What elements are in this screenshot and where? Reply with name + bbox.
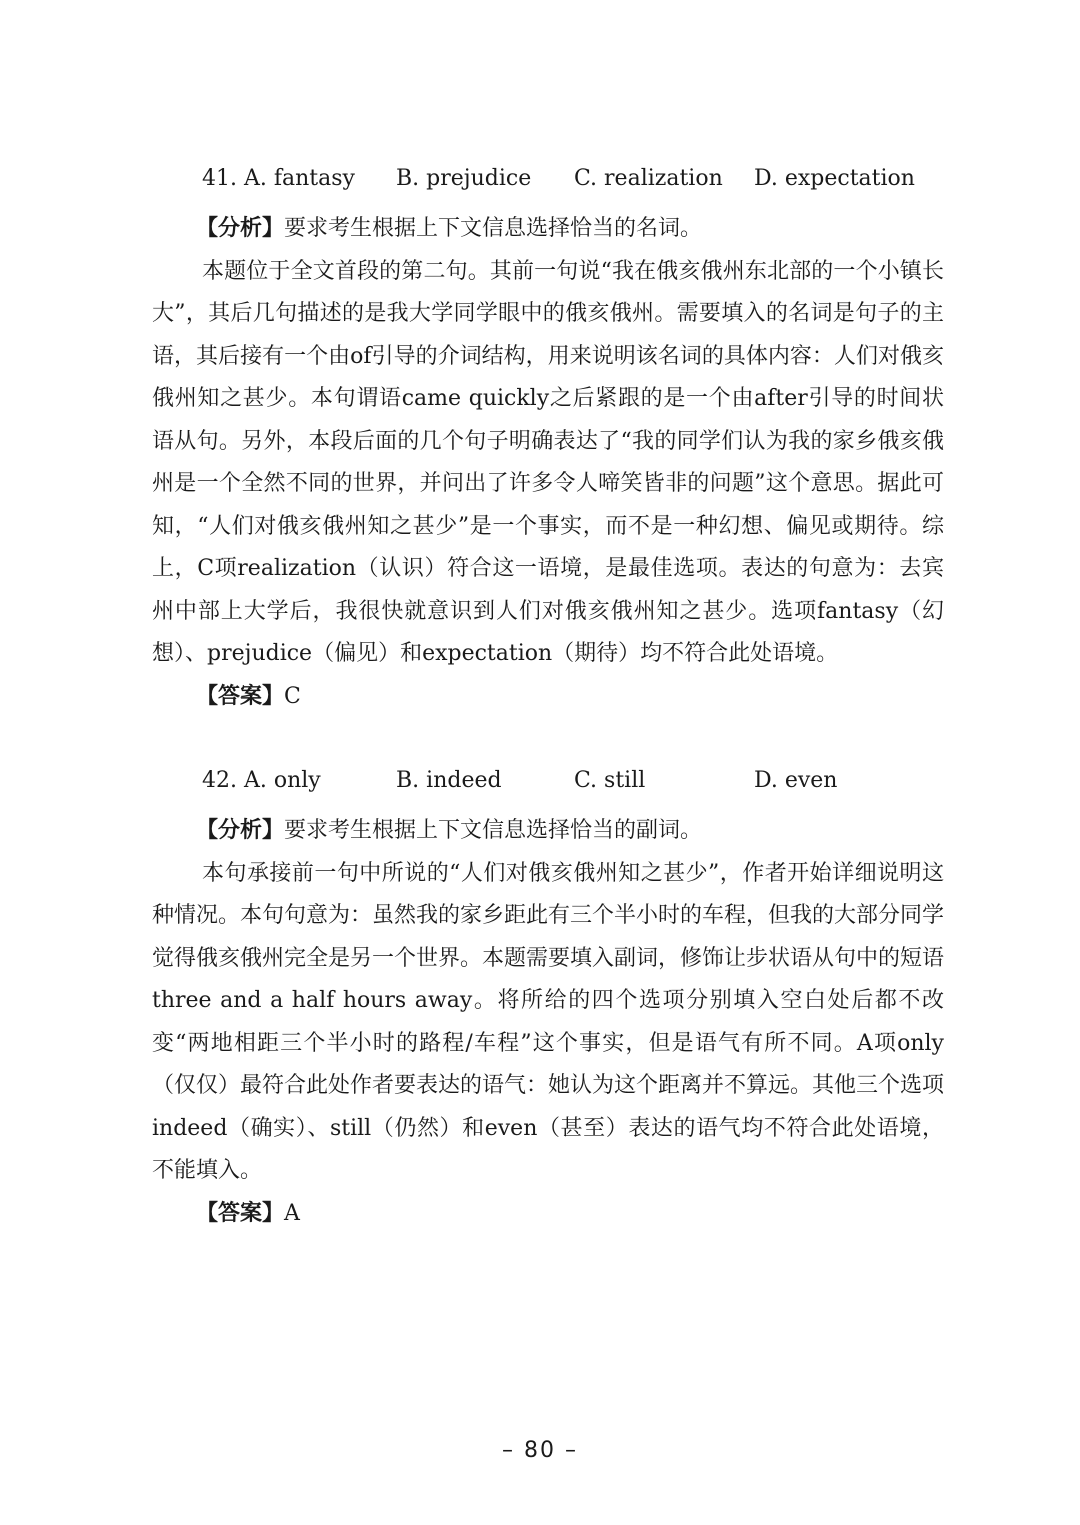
q41-option-d: D. expectation — [754, 166, 915, 191]
q41-option-a: 41. A. fantasy — [202, 166, 355, 191]
q41-analysis-label: 【分析】 — [196, 216, 285, 241]
q41-analysis-text: 要求考生根据上下文信息选择恰当的名词。 — [284, 216, 703, 241]
q42-analysis — [152, 810, 944, 853]
q42-option-c: C. still — [574, 768, 646, 793]
q42-option-d: D. even — [754, 768, 838, 793]
q42-option-a: 42. A. only — [202, 768, 321, 793]
q42-answer — [152, 1193, 944, 1236]
q42-options — [152, 768, 944, 810]
q41-option-c: C. realization — [574, 166, 723, 191]
page-number: – 80 – — [502, 1438, 578, 1463]
q41-option-b: B. prejudice — [396, 166, 532, 191]
q42-analysis-label: 【分析】 — [196, 818, 285, 843]
q42-option-b: B. indeed — [396, 768, 502, 793]
q42-answer-value: A — [284, 1200, 300, 1226]
q41-answer-value: C — [284, 683, 301, 709]
q41-options — [152, 166, 944, 208]
q42-answer-label: 【答案】 — [196, 1200, 285, 1226]
q41-answer-label: 【答案】 — [196, 683, 285, 709]
question-gap — [152, 718, 944, 768]
q41-explanation: 本题位于全文首段的第二句。其前一句说“我在俄亥俄州东北部的一个小镇长大”，其后几句描述的是我大学同学眼中的俄亥俄州。需要填入的名词是句子的主语，其后接有一个由of引导的介词结构，用来说明该名词的具体内容：人们对俄亥俄州知之甚少。本句谓语came quickly之后紧跟的是一个由after引导的时间状语从句。另外，本段后面的几个句子明确表达了“我的同学们认为我的家乡俄亥俄州是一个全然不同的世界，并问出了许多令人啼笑皆非的问题”这个意思。据此可知，“人们对俄亥俄州知之甚少”是一个事实，而不是一种幻想、偏见或期待。综上，C项realization（认识）符合这一语境，是最佳选项。表达的句意为：去宾州中部上大学后，我很快就意识到人们对俄亥俄州知之甚少。选项fantasy（幻想）、prejudice（偏见）和expectation（期待）均不符合此处语境。 — [152, 258, 944, 666]
q41-answer — [152, 676, 944, 719]
page-content — [152, 166, 944, 1235]
q42-explanation: 本句承接前一句中所说的“人们对俄亥俄州知之甚少”，作者开始详细说明这种情况。本句句意为：虽然我的家乡距此有三个半小时的车程，但我的大部分同学觉得俄亥俄州完全是另一个世界。本题需要填入副词，修饰让步状语从句中的短语three and a half hours away。将所给的四个选项分别填入空白处后都不改变“两地相距三个半小时的路程/车程”这个事实，但是语气有所不同。A项only（仅仅）最符合此处作者要表达的语气：她认为这个距离并不算远。其他三个选项indeed（确实）、still（仍然）和even（甚至）表达的语气均不符合此处语境，不能填入。 — [152, 860, 945, 1183]
q41-analysis — [152, 208, 944, 251]
q42-analysis-text: 要求考生根据上下文信息选择恰当的副词。 — [284, 818, 703, 843]
